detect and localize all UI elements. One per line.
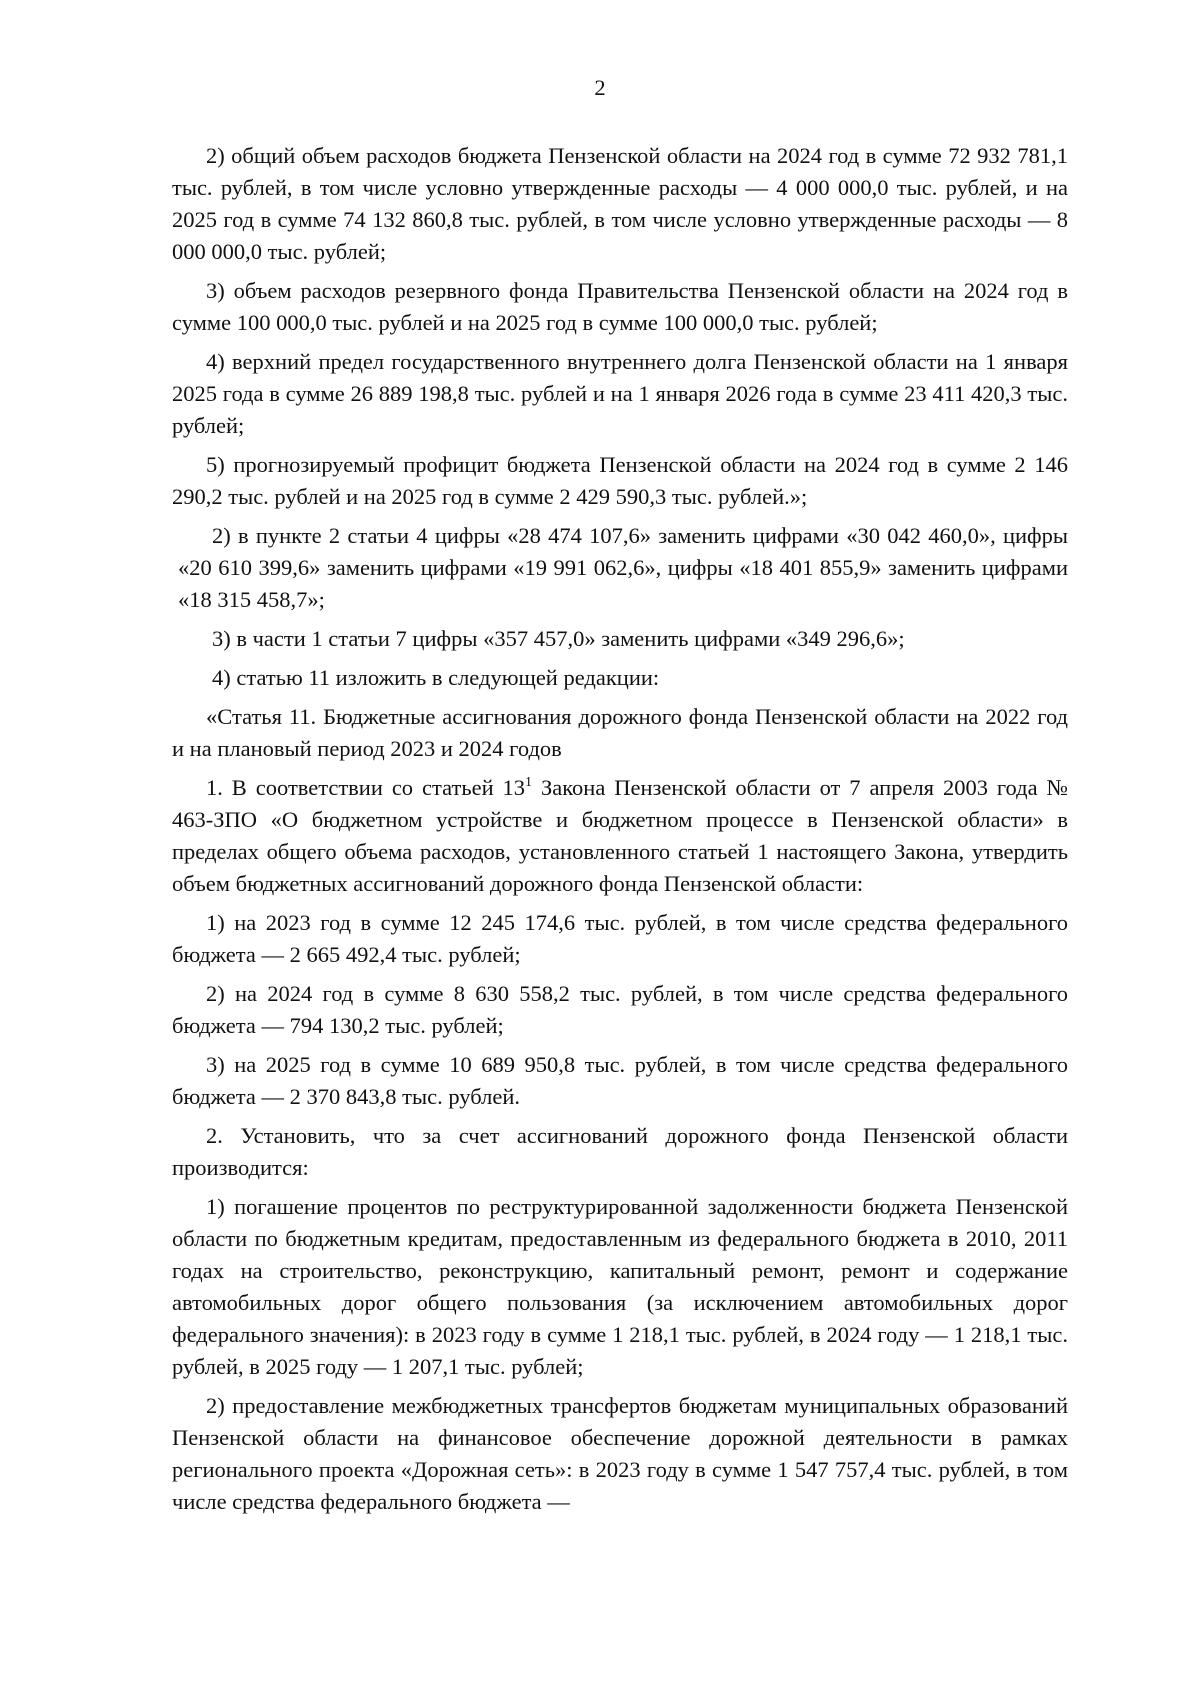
paragraph-amend-article-4: 2) в пункте 2 статьи 4 цифры «28 474 107,6» заменить цифрами «30 042 460,0», цифры «20 610 399,6» заменить цифрами «19 991 062,6», цифры «18 401 855,9» заменить цифрами «18 315 458,7»; [178, 523, 1068, 612]
paragraph-road-fund-2025: 3) на 2025 год в сумме 10 689 950,8 тыс. рублей, в том числе средства федерального бюджета — 2 370 843,8 тыс. рублей. [172, 1052, 1068, 1109]
road-fund-text-end: Закона Пензенской области от 7 апреля 2003 года № 463-ЗПО «О бюджетном устройстве и бюджетном процессе в Пензенской области» в пределах общего объема расходов, установленного статьей 1 настоящего Закона, утвердить объем бюджетных ассигнований дорожного фонда Пензенской области: [172, 775, 1068, 896]
paragraph-surplus: 5) прогнозируемый профицит бюджета Пензенской области на 2024 год в сумме 2 146 290,2 тыс. рублей и на 2025 год в сумме 2 429 590,3 тыс. рублей.»; [172, 452, 1068, 509]
paragraph-road-fund-2024: 2) на 2024 год в сумме 8 630 558,2 тыс. рублей, в том числе средства федерального бюджета — 794 130,2 тыс. рублей; [172, 981, 1068, 1038]
paragraph-budget-expenditure: 2) общий объем расходов бюджета Пензенской области на 2024 год в сумме 72 932 781,1 тыс. рублей, в том числе условно утвержденные расходы — 4 000 000,0 тыс. рублей, и на 2025 год в сумме 74 132 860,8 тыс. рублей, в том числе условно утвержденные расходы — 8 000 000,0 тыс. рублей; [172, 143, 1068, 264]
article-11-heading: «Статья 11. Бюджетные ассигнования дорожного фонда Пензенской области на 2022 год и на плановый период 2023 и 2024 годов [172, 704, 1068, 761]
paragraph-transfers: 2) предоставление межбюджетных трансфертов бюджетам муниципальных образований Пензенской области на финансовое обеспечение дорожной деятельности в рамках регионального проекта «Дорожная сеть»: в 2023 году в сумме 1 547 757,4 тыс. рублей, в том числе средства федерального бюджета — [172, 1393, 1068, 1514]
paragraph-amend-article-7: 3) в части 1 статьи 7 цифры «357 457,0» заменить цифрами «349 296,6»; [212, 626, 905, 651]
road-fund-text-start: 1. В соответствии со статьей 13 [206, 775, 526, 800]
paragraph-amend-article-11: 4) статью 11 изложить в следующей редакции: [212, 665, 660, 690]
article-superscript: 1 [525, 775, 533, 790]
paragraph-road-fund-approval [172, 772, 1068, 900]
paragraph-road-fund-2023: 1) на 2023 год в сумме 12 245 174,6 тыс. рублей, в том числе средства федерального бюджета — 2 665 492,4 тыс. рублей; [172, 910, 1068, 967]
paragraph-debt-limit: 4) верхний предел государственного внутреннего долга Пензенской области на 1 января 2025 года в сумме 26 889 198,8 тыс. рублей и на 1 января 2026 года в сумме 23 411 420,3 тыс. рублей; [172, 349, 1068, 438]
page-number: 2 [594, 75, 606, 100]
paragraph-road-fund-uses: 2. Установить, что за счет ассигнований дорожного фонда Пензенской области производится: [172, 1123, 1068, 1180]
document-body [172, 140, 1068, 1525]
paragraph-reserve-fund: 3) объем расходов резервного фонда Правительства Пензенской области на 2024 год в сумме 100 000,0 тыс. рублей и на 2025 год в сумме 100 000,0 тыс. рублей; [172, 278, 1068, 335]
paragraph-interest-repayment: 1) погашение процентов по реструктурированной задолженности бюджета Пензенской области по бюджетным кредитам, предоставленным из федерального бюджета в 2010, 2011 годах на строительство, реконструкцию, капитальный ремонт, ремонт и содержание автомобильных дорог общего пользования (за исключением автомобильных дорог федерального значения): в 2023 году в сумме 1 218,1 тыс. рублей, в 2024 году — 1 218,1 тыс. рублей, в 2025 году — 1 207,1 тыс. рублей; [172, 1194, 1068, 1379]
